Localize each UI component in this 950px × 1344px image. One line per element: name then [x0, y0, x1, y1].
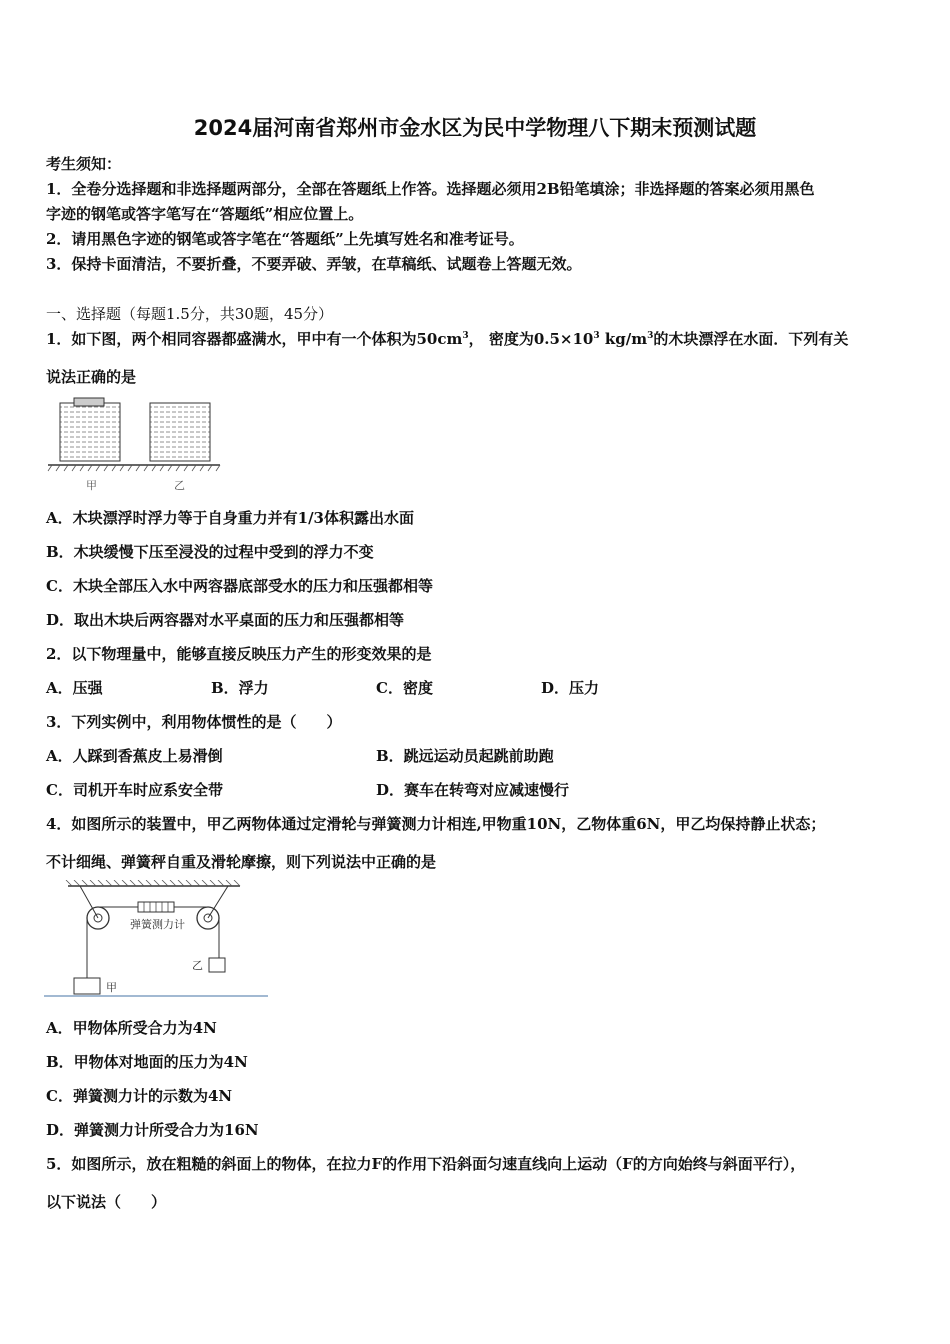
q3-stem: 3．下列实例中，利用物体惯性的是（ ） — [46, 713, 342, 731]
q4-option-c[interactable]: C．弹簧测力计的示数为4N — [46, 1087, 233, 1105]
q3-option-a[interactable]: A．人踩到香蕉皮上易滑倒 — [46, 747, 223, 765]
q2-option-d[interactable]: D．压力 — [541, 679, 600, 697]
notice-item-3: 3．保持卡面清洁，不要折叠，不要弄破、弄皱，在草稿纸、试题卷上答题无效。 — [46, 255, 582, 273]
q4-option-a[interactable]: A．甲物体所受合力为4N — [46, 1019, 217, 1037]
q3-option-b[interactable]: B．跳远运动员起跳前助跑 — [376, 747, 554, 765]
q1-figure-containers — [46, 395, 222, 495]
q5-stem-line1: 5．如图所示，放在粗糙的斜面上的物体，在拉力F的作用下沿斜面匀速直线向上运动（F的方向始终与斜面平行）， — [46, 1155, 806, 1173]
q1-label-jia: 甲 — [86, 479, 97, 492]
notice-heading: 考生须知： — [46, 155, 122, 173]
notice-item-1: 1．全卷分选择题和非选择题两部分，全部在答题纸上作答。选择题必须用2B铅笔填涂；非选择题的答案必须用黑色 — [46, 180, 815, 198]
q4-figure-pulleys — [44, 880, 270, 1002]
q1-option-b[interactable]: B．木块缓慢下压至浸没的过程中受到的浮力不变 — [46, 543, 374, 561]
q4-label-jia: 甲 — [106, 981, 117, 994]
q1-option-d[interactable]: D．取出木块后两容器对水平桌面的压力和压强都相等 — [46, 611, 405, 629]
q5-stem-line2: 以下说法（ ） — [46, 1193, 167, 1211]
q4-stem-line2: 不计细绳、弹簧秤自重及滑轮摩擦，则下列说法中正确的是 — [46, 853, 437, 871]
q1-label-yi: 乙 — [174, 479, 185, 492]
q4-stem-line1: 4．如图所示的装置中，甲乙两物体通过定滑轮与弹簧测力计相连,甲物重10N，乙物体重6N，甲乙均保持静止状态； — [46, 815, 826, 833]
q3-option-c[interactable]: C．司机开车时应系安全带 — [46, 781, 223, 799]
notice-item-1-cont: 字迹的钢笔或答字笔写在“答题纸”相应位置上。 — [46, 205, 364, 223]
q4-option-b[interactable]: B．甲物体对地面的压力为4N — [46, 1053, 248, 1071]
q4-label-spring-scale: 弹簧测力计 — [130, 918, 185, 931]
q1-option-a[interactable]: A．木块漂浮时浮力等于自身重力并有1/3体积露出水面 — [46, 509, 414, 527]
q1-stem-line1: 1．如下图，两个相同容器都盛满水，甲中有一个体积为$50cm^3$， 密度为$0.5\times 10^3$ $kg/m^3$的木块漂浮在水面．下列有关 — [46, 330, 849, 348]
notice-item-2: 2．请用黑色字迹的钢笔或答字笔在“答题纸”上先填写姓名和准考证号。 — [46, 230, 524, 248]
q4-label-yi: 乙 — [192, 959, 203, 972]
q2-stem: 2．以下物理量中，能够直接反映压力产生的形变效果的是 — [46, 645, 432, 663]
q1-option-c[interactable]: C．木块全部压入水中两容器底部受水的压力和压强都相等 — [46, 577, 433, 595]
page-title: 2024届河南省郑州市金水区为民中学物理八下期末预测试题 — [193, 116, 757, 140]
q2-option-a[interactable]: A．压强 — [46, 679, 103, 697]
section-heading: 一、选择题（每题1.5分，共30题，45分） — [46, 305, 334, 323]
q3-option-d[interactable]: D．赛车在转弯对应减速慢行 — [376, 781, 570, 799]
q2-option-b[interactable]: B．浮力 — [211, 679, 269, 697]
q4-option-d[interactable]: D．弹簧测力计所受合力为16N — [46, 1121, 259, 1139]
q2-option-c[interactable]: C．密度 — [376, 679, 433, 697]
q1-stem-line2: 说法正确的是 — [46, 368, 137, 386]
